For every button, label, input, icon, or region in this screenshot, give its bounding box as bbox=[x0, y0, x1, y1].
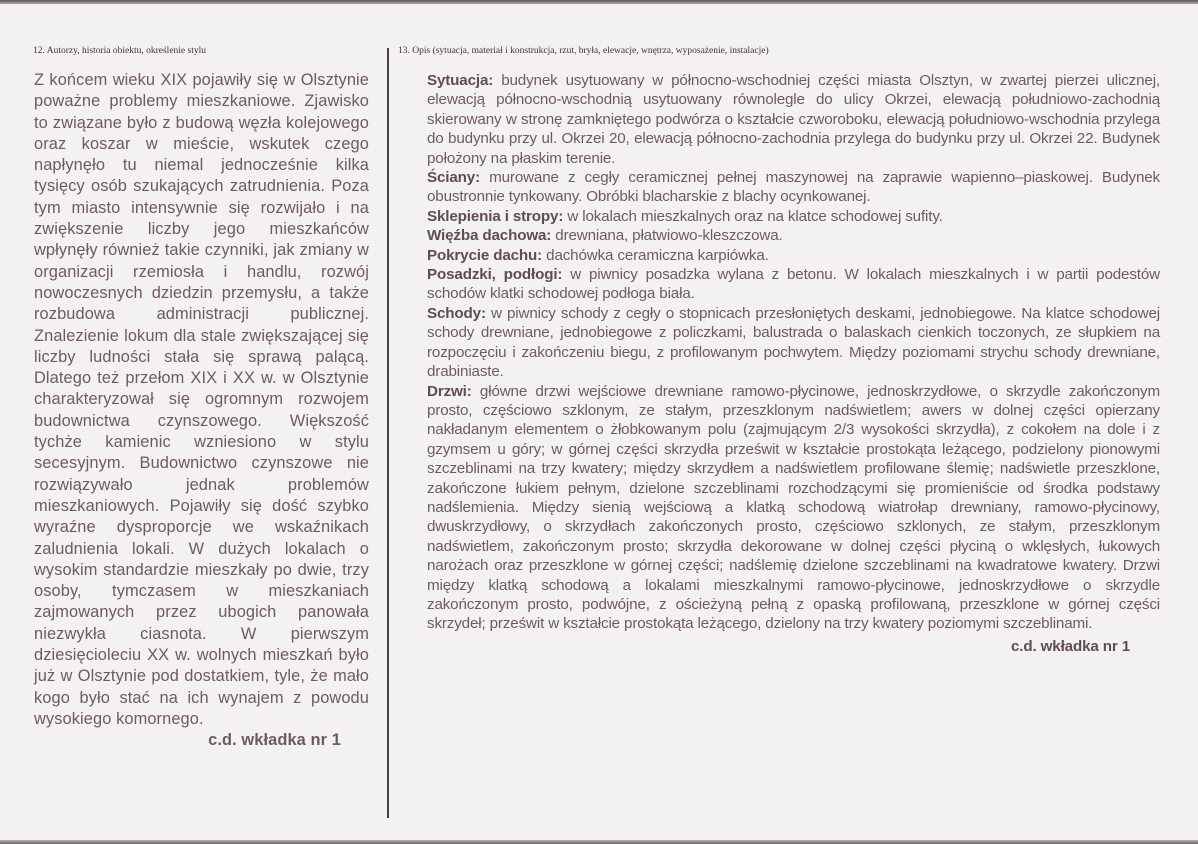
entry-text: główne drzwi wejściowe drewniane ramowo-płycinowe, jednoskrzydłowe, o skrzydle zakończonym prosto, częściowo szklonym, ze stałym, przeszklonym nadświetlem; awers w dolnej części opierzany nakładanym elementem o żłobkowanym polu (zajmującym 2/3 wysokości skrzydła), z cokołem na dole i z gzymsem u góry; w górnej części skrzydła prześwit w kształcie prostokąta leżącego, podzielony pionowymi szczeblinami na trzy kwatery; między skrzydłem a nadświetlem profilowane ślemię; nadświetle przeszklone, zakończone łukiem pełnym, dzielone szczeblinami rozchodzącymi się promieniście od środka podstawy nadślemienia. Między sienią wejściową a klatką schodową wiatrołap drewniany, ramowo-płycinowy, dwuskrzydłowy, o skrzydłach zakończonych prosto, częściowo szklonych, ze stałym, przeszklonym nadświetlem, zakończonym prosto; skrzydła dekorowane w dolnej części płyciną o wklęsłych, łukowych narożach oraz przeszklone w górnej części; nadślemię dzielone szczeblinami na kwadratowe kwatery. Drzwi między klatką schodową a lokalami mieszkalnymi ramowo-płycinowe, jednoskrzydłowe o skrzydle zakończonym prosto, podwójne, z ościeżyną pełną z opaską profilowaną, przeszklone w górnej części skrzydeł; prześwit w kształcie prostokąta leżącego, dzielony na trzy kwatery poziomymi szczeblinami. bbox=[427, 382, 1160, 633]
entry-text: dachówka ceramiczna karpiówka. bbox=[542, 246, 769, 264]
entry-sciany bbox=[427, 168, 1160, 207]
entry-text: murowane z cegły ceramicznej pełnej maszynowej na zaprawie wapienno–piaskowej. Budynek obustronnie tynkowany. Obróbki blacharskie z blachy ocynkowanej. bbox=[427, 169, 1160, 206]
continuation-note: c.d. wkładka nr 1 bbox=[208, 731, 341, 750]
entry-wiezba bbox=[427, 226, 1160, 245]
entry-text: w lokalach mieszkalnych oraz na klatce schodowej sufity. bbox=[563, 207, 943, 225]
entry-sytuacja bbox=[427, 71, 1160, 168]
document-page bbox=[0, 4, 1198, 840]
entry-text: w piwnicy posadzka wylana z betonu. W lokalach mieszkalnych i w partii podestów schodów klatki schodowej podłoga biała. bbox=[427, 266, 1160, 303]
entry-label: Sytuacja: bbox=[427, 72, 494, 89]
column-divider bbox=[387, 48, 389, 818]
section-13-body bbox=[427, 71, 1160, 656]
entry-posadzki bbox=[427, 265, 1160, 304]
entry-drzwi bbox=[427, 382, 1160, 634]
entry-label: Sklepienia i stropy: bbox=[427, 207, 564, 225]
continuation-note: c.d. wkładka nr 1 bbox=[1010, 637, 1130, 655]
section-12-title: 12. Autorzy, historia obiektu, określenie stylu bbox=[33, 46, 206, 56]
entry-sklepienia bbox=[427, 207, 1160, 226]
entry-label: Ściany: bbox=[427, 169, 480, 187]
entry-label: Schody: bbox=[427, 304, 486, 322]
section-13-title: 13. Opis (sytuacja, materiał i konstrukcja, rzut, bryła, elewacje, wnętrza, wyposażenie, instalacje) bbox=[398, 46, 769, 56]
entry-text: budynek usytuowany w północno-wschodniej części miasta Olsztyn, w zwartej pierzei ulicznej, elewacją północno-wschodnią usytuowany równolegle do ulicy Okrzei, elewacją południowo-zachodnią skierowany w stronę zamkniętego podwórza o kształcie czworoboku, elewacją południowo-wschodnia przylega do budynku przy ul. Okrzei 20, elewacją północno-zachodnia przylega do budynku przy ul. Okrzei 22. Budynek położony na płaskim terenie. bbox=[427, 72, 1160, 167]
entry-label: Drzwi: bbox=[427, 382, 472, 400]
entry-schody bbox=[427, 304, 1160, 382]
history-paragraph: Z końcem wieku XIX pojawiły się w Olsztynie poważne problemy mieszkaniowe. Zjawisko to związane było z budową węzła kolejowego oraz koszar w mieście, wskutek czego napłynęło tu niemal jednocześnie kilka tysięcy osób szukających zatrudnienia. Poza tym miasto intensywnie się rozwijało i na zwiększenie liczby jego mieszkańców wpłynęły również takie czynniki, jak zmiany w organizacji rzemiosła i handlu, rozwój nowoczesnych dziedzin przemysłu, a także rozbudowa administracji publicznej. Znalezienie lokum dla stale zwiększającej się liczby ludności stała się sprawą palącą. Dlatego też przełom XIX i XX w. w Olsztynie charakteryzował się ogromnym rozwojem budownictwa czynszowego. Większość tychże kamienic wzniesiono w stylu secesyjnym. Budownictwo czynszowe nie rozwiązywało jednak problemów mieszkaniowych. Pojawiły się dość szybko wyraźne dysproporcje we wskaźnikach zaludnienia lokali. W dużych lokalach o wysokim standardzie mieszkały po dwie, trzy osoby, tymczasem w mieszkaniach zajmowanych przez ubogich panowała niezwykła ciasnota. W pierwszym dziesięcioleciu XX w. wolnych mieszkań było już w Olsztynie pod dostatkiem, tyle, że mało kogo było stać na ich wynajem z powodu wysokiego komornego. bbox=[34, 71, 369, 728]
entry-text: w piwnicy schody z cegły o stopnicach przesłoniętych deskami, jednobiegowe. Na klatce schodowej schody drewniane, jednobiegowe z policzkami, balustrada o balaskach cienkich toczonych, ze słupkiem na rozpoczęciu i zakończeniu biegu, z profilowanym pochwytem. Między poziomami strychu schody drewniane, drabiniaste. bbox=[427, 304, 1160, 381]
scan-bottom-edge bbox=[0, 840, 1198, 844]
entry-label: Posadzki, podłogi: bbox=[427, 266, 563, 284]
entry-text: drewniana, płatwiowo-kleszczowa. bbox=[551, 227, 783, 245]
entry-label: Więźba dachowa: bbox=[427, 227, 552, 245]
entry-label: Pokrycie dachu: bbox=[427, 246, 543, 264]
section-12-body bbox=[34, 70, 369, 752]
entry-pokrycie bbox=[427, 246, 1160, 265]
